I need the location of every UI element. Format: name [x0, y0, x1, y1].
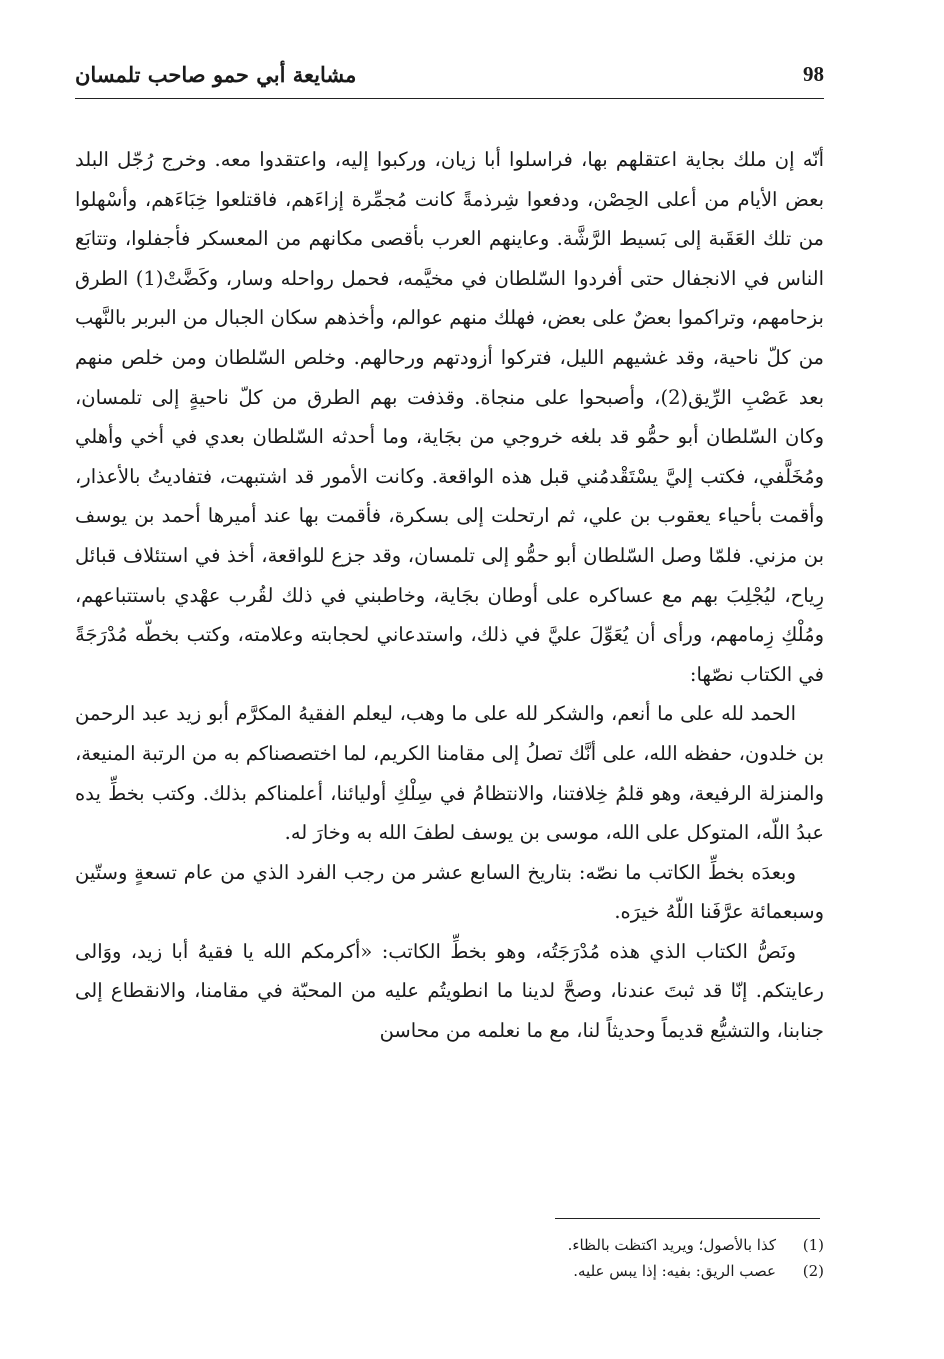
footnote-divider — [555, 1218, 820, 1219]
line: بعض، فهلك منهم عوالم، وأخذهم سكان الجبال من البربر بالنَّهب من كلّ ناحية، — [75, 306, 824, 369]
footnote-text: كذا بالأصول؛ ويريد اكتظت بالظاء. — [567, 1236, 776, 1254]
line: مقامنا، والانقطاع إلى جنابنا، والتشيُّع قديماً وحديثاً لنا، مع ما نعلمه من محاسن — [75, 979, 824, 1043]
line: ونَصُّ الكتاب الذي هذه مُدْرَجَتُه، وهو بخطِّ الكاتب: «أكرمكم الله يا فقيهُ أبا — [162, 939, 796, 963]
line: زيد، ووَالى رعايتكم. إنّا قد ثبتَ عندنا، وصحَّ لدينا ما انطويتُم عليه من المحبّة في — [75, 939, 824, 1003]
footnote-2 — [300, 1258, 824, 1284]
line: مخيَّمه، فحمل رواحله وسار، وكَضَّتْ(1) الطرق بزحامهم، وتراكموا بعضٌ على — [75, 266, 824, 330]
footnote-number: (2) — [802, 1262, 824, 1280]
paragraph-4 — [75, 932, 824, 1051]
line: الحمد لله على ما أنعم، والشكر لله على ما وهب، ليعلم الفقيهُ المكرَّم أبو زيد — [169, 702, 796, 726]
line: زِمامهم، ورأى أن يُعَوِّلَ عليَّ في ذلك، واستدعاني لحجابته وعلامته، وكتب بخطّه — [127, 623, 774, 647]
footnotes — [300, 1232, 824, 1284]
footnote-number: (1) — [802, 1236, 824, 1254]
body-text — [75, 140, 824, 1051]
footnote-1 — [300, 1232, 824, 1258]
line: تسعةٍ وستّين وسبعمائة عرَّفَنا اللّهُ خيرَه. — [75, 860, 824, 924]
line: عبد الرحمن بن خلدون، حفظه الله، على أنَّك تصلُ إلى مقامنا الكريم، لما — [75, 702, 824, 765]
line: عَصْبِ الرِّيق(2)، وأصبحوا على منجاة. وقذفت بهم الطرق من كلّ ناحيةٍ إلى — [142, 385, 790, 409]
line: موسى بن يوسف لطفَ الله به وخارَ له. — [284, 821, 600, 845]
paragraph-1 — [75, 140, 824, 694]
line: بسكرة، فأقمت بها عند أميرها أحمد بن يوسف بن مزني. فلمّا وصل السّلطان أبو — [75, 504, 824, 567]
line: مكانهم من المعسكر فأجفلوا، وتتابَع الناس في الانجفال حتى أفردوا السّلطان في — [75, 227, 825, 290]
running-title: مشايعة أبي حمو صاحب تلمسان — [75, 62, 357, 87]
line: قد اشتبهت، فتفاديتُ بالأعذار، وأقمت بأحياء يعقوب بن علي، ثم ارتحلت إلى — [75, 464, 824, 528]
line: حمُّو إلى تلمسان، وقد جزع للواقعة، أخذ في استئلاف قبائل رِياح، ليُجْلِبَ بهم مع — [75, 543, 824, 607]
line: اختصصناكم به من الرتبة المنيعة، والمنزلة الرفيعة، وهو قلمُ خِلافتنا، والانتظامُ في — [75, 741, 824, 805]
line: تلمسان، وكان السّلطان أبو حمُّو قد بلغه خروجي من بجَاية، وما أحدثه السّلطان — [75, 385, 824, 449]
line: أنّه إن ملك بجاية اعتقلهم بها، فراسلوا أبا زيان، وركبوا إليه، واعتقدوا معه. وخرج — [153, 148, 824, 171]
footnote-text: عصب الريق: بفيه: إذا يبس عليه. — [573, 1262, 776, 1280]
paragraph-2 — [75, 694, 824, 852]
line: مُدْرَجَةً في الكتاب نصّها: — [75, 623, 824, 686]
page-header — [75, 58, 824, 99]
line: وبعدَه بخطِّ الكاتب ما نصّه: بتاريخ السابع عشر من رجب الفرد الذي من عام — [176, 860, 796, 884]
line: وقد غشيهم الليل، فتركوا أزودتهم ورحالهم. وخلص السّلطان ومن خلص منهم بعد — [75, 345, 824, 409]
page-number: 98 — [803, 62, 824, 86]
line: فاقتلعوا خِبَاءَهم، وأسْهلوا من تلك العَقَبة إلى بَسيط الرَّشَّة. وعاينهم العرب بأقصى — [75, 187, 824, 251]
line: عساكره على أوطان بجَاية، وخاطبني في ذلك لقُرب عهْدي باستتباعهم، ومُلْكِ — [75, 583, 824, 647]
line: بعدي في أخي وأهلي ومُخَلَّفي، فكتب إليَّ يسْتَقْدمُني قبل هذه الواقعة. وكانت الأمور — [75, 425, 824, 488]
line: سِلْكِ أوليائنا، أعلمناكم بذلك. وكتب بخطِّ يده عبدُ اللّه، المتوكل على الله، — [75, 781, 824, 845]
line: رُجّل البلد بعض الأيام من أعلى الحِصْن، ودفعوا شِرذمةً كانت مُجمِّرة إزاءَهم، — [75, 148, 825, 211]
paragraph-3 — [75, 853, 824, 932]
